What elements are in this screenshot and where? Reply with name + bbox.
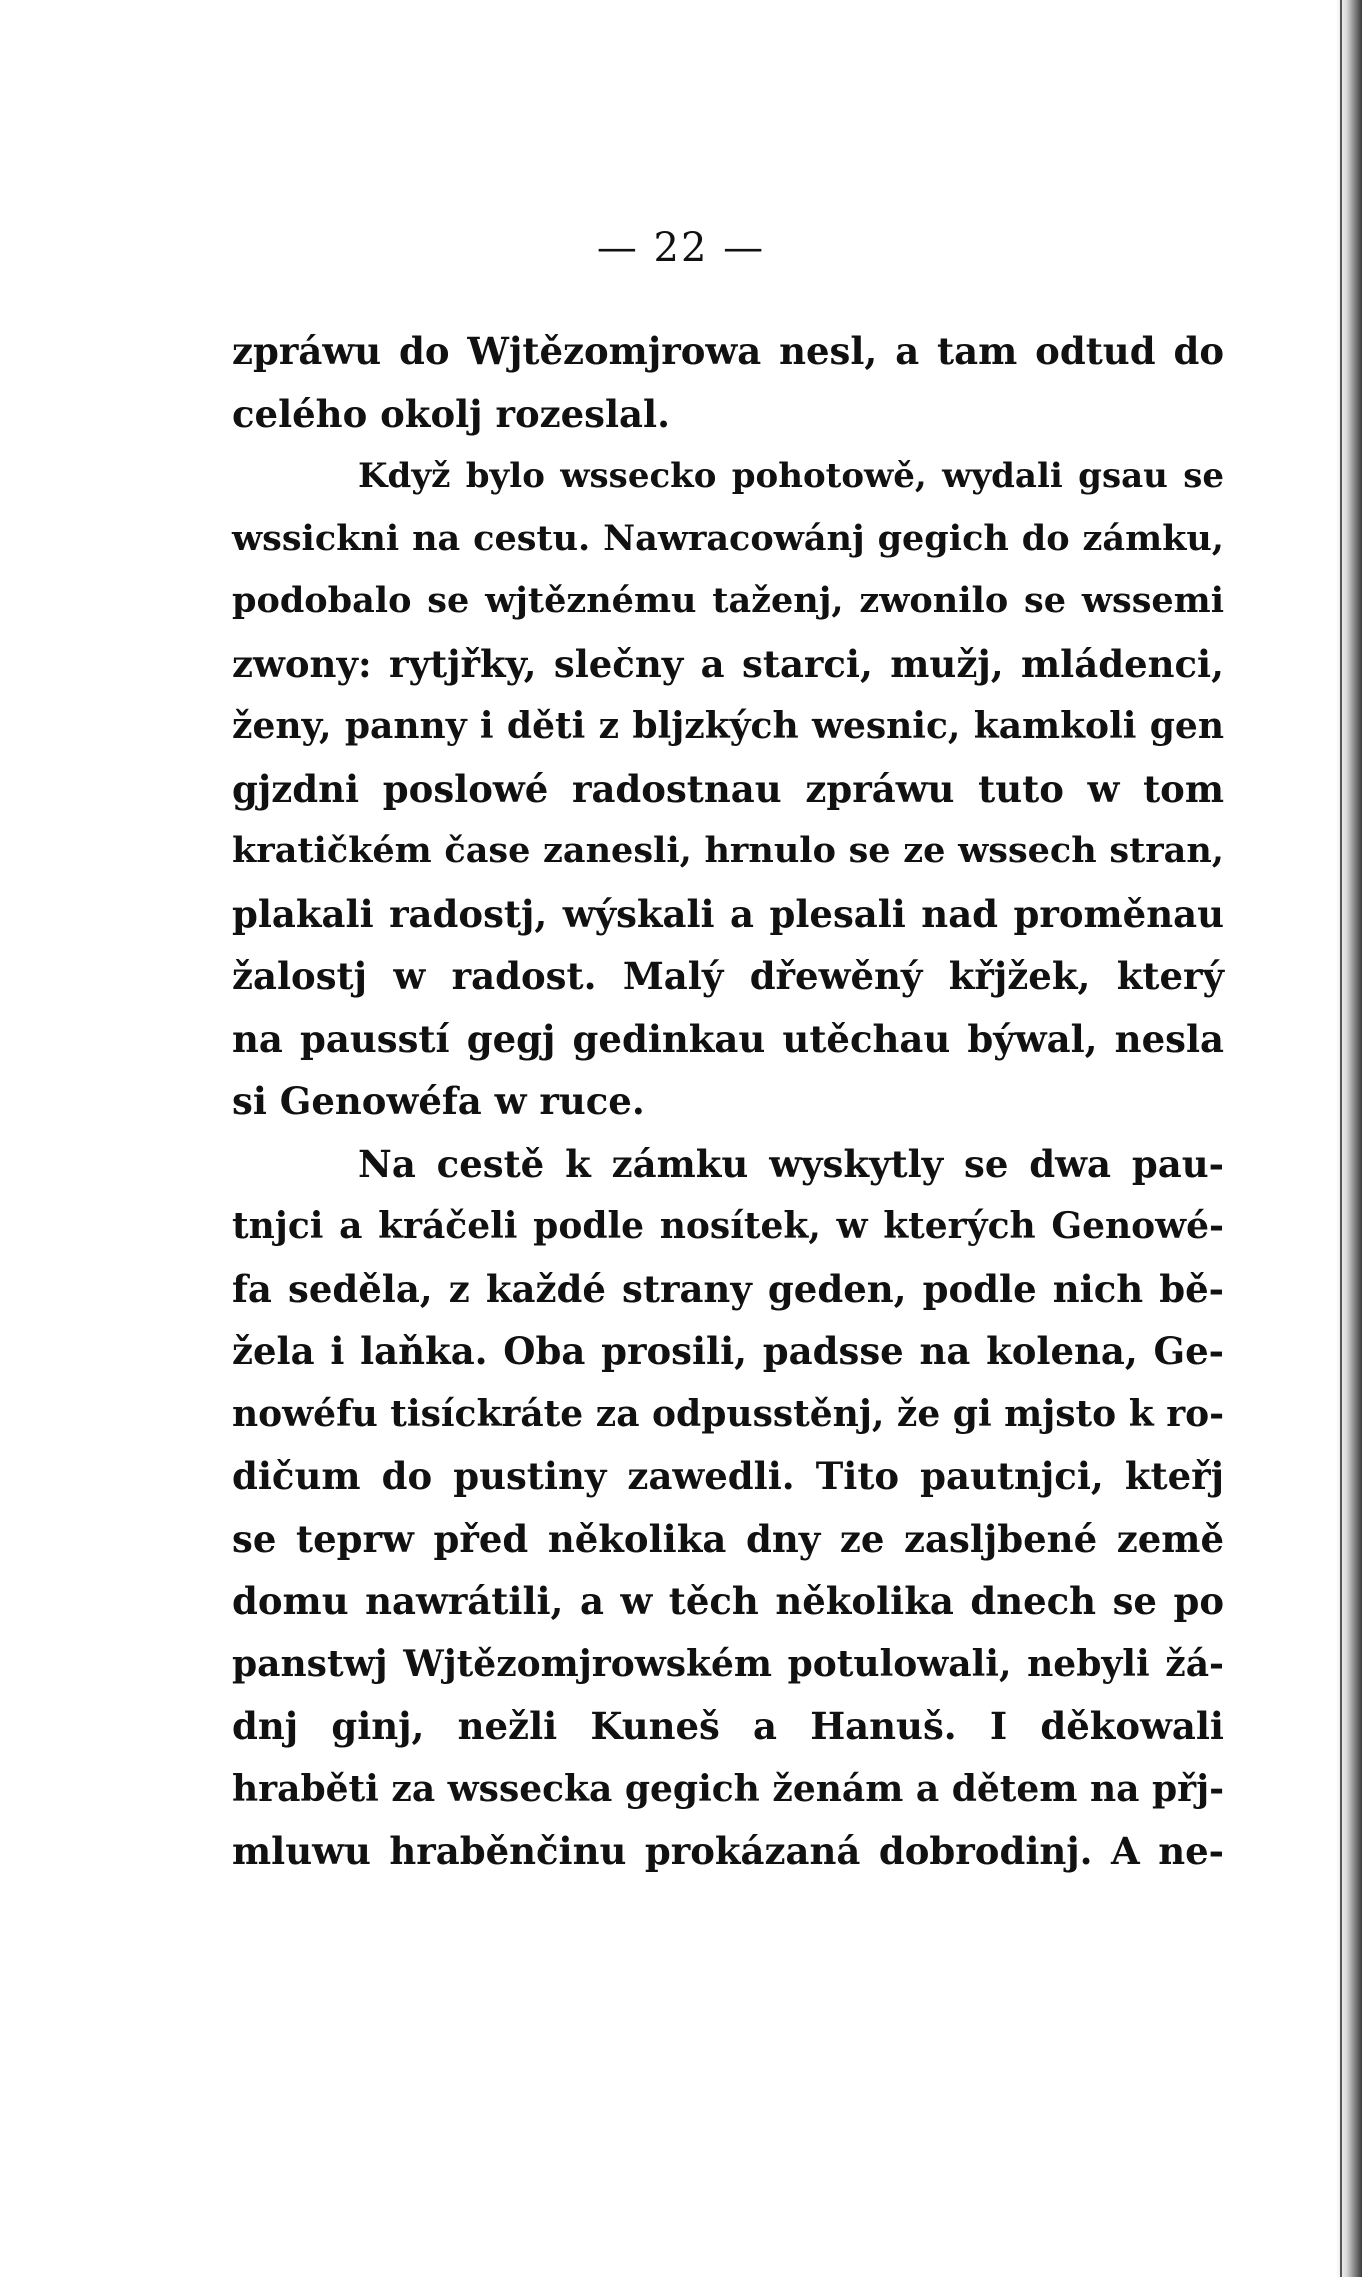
text-line: gjzdni poslowé radostnau zpráwu tuto w tom [232, 766, 1224, 811]
text-line: wssickni na cestu. Nawracowánj gegich do zámku, [232, 517, 1224, 559]
body-text [232, 320, 1224, 1883]
text-line: žela i laňka. Oba prosili, padsse na kolena, Ge- [232, 1329, 1224, 1373]
page-number: — 22 — [596, 225, 766, 271]
text-line: podobalo se wjtěznému taženj, zwonilo se wssemi [232, 580, 1224, 621]
text-line: kratičkém čase zanesli, hrnulo se ze wssech stran, [232, 830, 1224, 871]
text-line: zwony: rytjřky, slečny a starci, mužj, mládenci, [232, 641, 1224, 686]
text-line: žalostj w radost. Malý dřewěný křjžek, který [232, 954, 1224, 998]
text-line: Na cestě k zámku wyskytly se dwa pau- [358, 1141, 1224, 1186]
text-line: plakali radostj, wýskali a plesali nad proměnau [232, 891, 1224, 936]
text-line: Když bylo wssecko pohotowě, wydali gsau se [358, 456, 1224, 496]
text-line: dičum do pustiny zawedli. Tito pautnjci, kteřj [232, 1454, 1224, 1498]
page-edge-line [1340, 0, 1342, 2277]
text-line: se teprw před několika dny ze zasljbené země [232, 1516, 1224, 1561]
text-line: nowéfu tisíckráte za odpusstěnj, že gi mjsto k ro- [232, 1392, 1225, 1435]
text-line: domu nawrátili, a w těch několika dnech se po [232, 1579, 1224, 1623]
text-line: na pausstí gegj gedinkau utěchau býwal, nesla [232, 1016, 1224, 1061]
text-line: celého okolj rozeslal. [232, 391, 670, 436]
text-line: tnjci a kráčeli podle nosítek, w kterých Genowé- [232, 1205, 1224, 1247]
text-line: si Genowéfa w ruce. [232, 1079, 645, 1123]
text-line: panstwj Wjtězomjrowském potulowali, nebyli žá- [232, 1642, 1224, 1685]
text-line: zpráwu do Wjtězomjrowa nesl, a tam odtud do [232, 329, 1224, 373]
text-line: ženy, panny i děti z bljzkých wesnic, kamkoli gen [232, 705, 1224, 747]
text-line: fa seděla, z každé strany geden, podle nich bě- [232, 1266, 1224, 1311]
text-line: hraběti za wssecka gegich ženám a dětem na přj- [232, 1767, 1225, 1810]
text-line: dnj ginj, nežli Kuneš a Hanuš. I děkowali [232, 1704, 1224, 1748]
text-line: mluwu hraběnčinu prokázaná dobrodinj. A ne- [232, 1829, 1224, 1873]
